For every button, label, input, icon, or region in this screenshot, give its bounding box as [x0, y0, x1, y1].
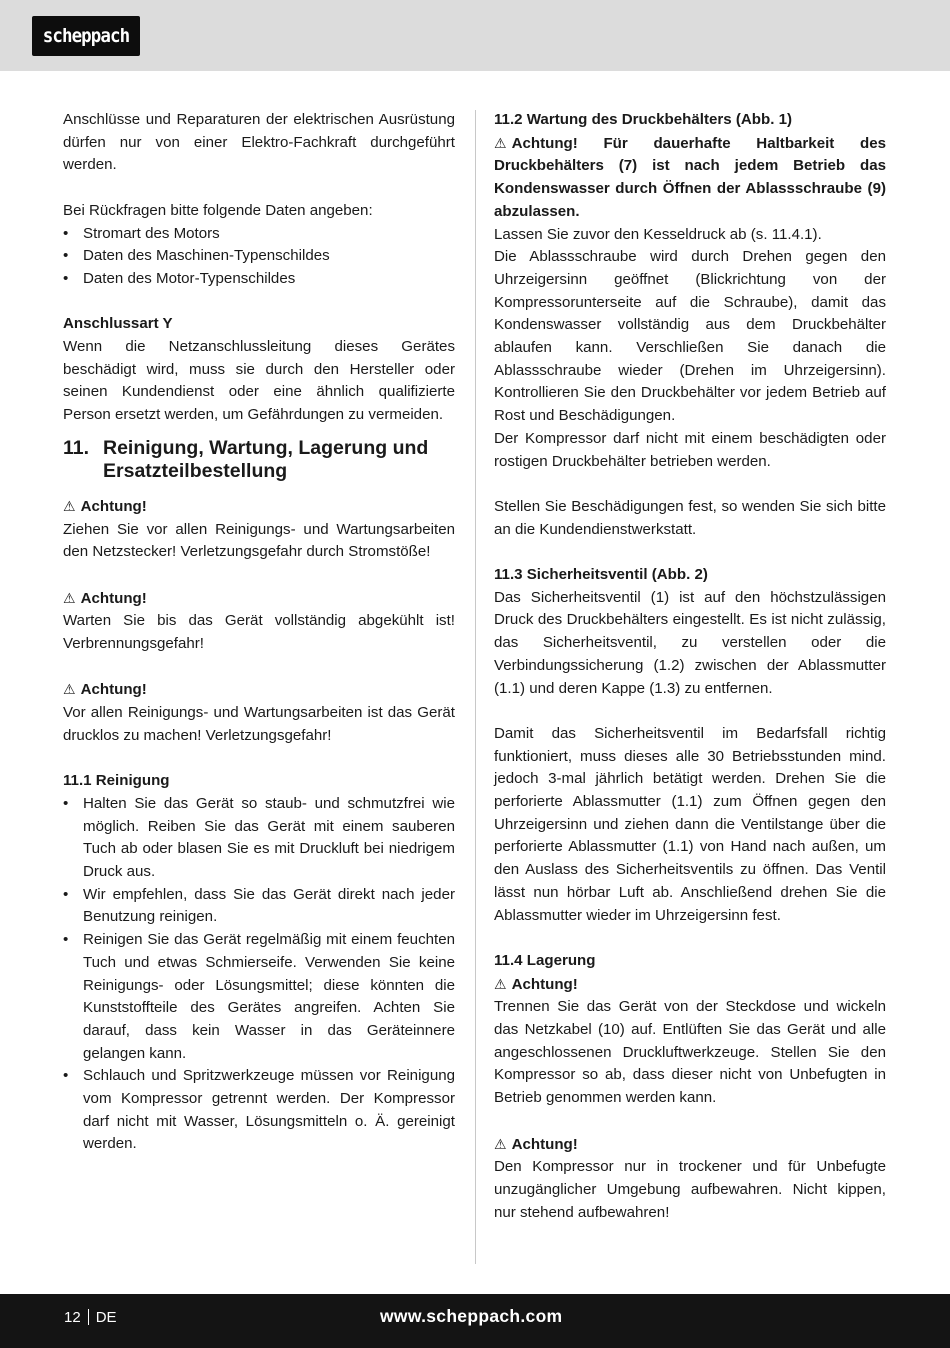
connection-type-heading: Anschlussart Y [63, 315, 173, 333]
page-indicator [64, 1309, 117, 1326]
list-item: • Halten Sie das Gerät so staub- und schmutzfrei wie möglich. Reiben Sie das Gerät mit einem sauberen Tuch ab oder blasen Sie es mit Druckluft bei niedrigem Druck aus. [63, 794, 455, 881]
pressure-vessel-heading: 11.2 Wartung des Druckbehälters (Abb. 1) [494, 111, 793, 128]
warning-heading: ⚠ Achtung! [494, 1133, 886, 1157]
warning-triangle-icon: ⚠ [494, 134, 507, 151]
warning-triangle-icon: ⚠ [494, 975, 507, 992]
pressure-vessel-paragraph: Lassen Sie zuvor den Kesseldruck ab (s. 11.4.1). [494, 225, 822, 243]
warning-heading: ⚠ Achtung! [63, 495, 455, 519]
section-title: Reinigung, Wartung, Lagerung und Ersatzteilbestellung [103, 436, 429, 482]
list-item: • Stromart des Motors [63, 224, 220, 242]
list-item: • Daten des Motor-Typenschildes [63, 269, 296, 287]
warning-triangle-icon: ⚠ [63, 497, 76, 514]
storage-paragraph: Trennen Sie das Gerät von der Steckdose und wickeln das Netzkabel (10) auf. Entlüften Sie das Gerät und alle angeschlossenen Druckluftwerkzeuge. Stellen Sie den Kompressor so ab, dass dieser nicht von Unbefugten in Betrieb genommen werden kann. [494, 998, 886, 1107]
warning-heading: ⚠ Achtung! [63, 587, 455, 611]
right-column [494, 109, 886, 1224]
page-separator [88, 1309, 89, 1325]
cleaning-heading: 11.1 Reinigung [63, 772, 170, 790]
warning-triangle-icon: ⚠ [494, 1135, 507, 1152]
list-item: • Wir empfehlen, dass Sie das Gerät direkt nach jeder Benutzung reinigen. [63, 885, 455, 926]
pressure-vessel-paragraph: Die Ablassschraube wird durch Drehen gegen den Uhrzeigersinn geöffnet (Blickrichtung von der Kompressorunterseite auf die Schraube), damit das Kondenswasser vollständig aus dem Druckbehälter ablaufen kann. Verschließen Sie danach die Ablassschraube wieder (Drehen im Uhrzeigersinn). Kontrollieren Sie den Druckbehälter vor jedem Betrieb auf Rost und Beschädigungen. [494, 248, 886, 425]
inquiry-data-list [63, 223, 455, 291]
safety-valve-paragraph: Das Sicherheitsventil (1) ist auf den höchstzulässigen Druck des Druckbehälters eingestellt. Es ist nicht zulässig, das Sicherheitsventil, zu verstellen oder die Verbindungssicherung (1.2) zwischen der Ablassmutter (1.1) und deren Kappe (1.3) zu entfernen. [494, 588, 886, 697]
pressure-vessel-paragraph: Der Kompressor darf nicht mit einem beschädigten oder rostigen Druckbehälter betrieben werden. [494, 429, 886, 470]
brand-logo [32, 16, 140, 56]
list-item: • Schlauch und Spritzwerkzeuge müssen vor Reinigung vom Kompressor getrennt werden. Der Kompressor darf nicht mit Wasser, Lösungsmitteln o. Ä. gereinigt werden. [63, 1067, 455, 1153]
electrical-repair-paragraph: Anschlüsse und Reparaturen der elektrischen Ausrüstung dürfen nur von einer Elektro-Fachkraft durchgeführt werden. [63, 111, 455, 174]
logo-text: scheppach [42, 25, 130, 47]
storage-heading: 11.4 Lagerung [494, 951, 596, 969]
section-heading [63, 437, 455, 483]
header-bar [0, 0, 950, 71]
safety-valve-heading: 11.3 Sicherheitsventil (Abb. 2) [494, 566, 708, 584]
warning-cooldown-text: Warten Sie bis das Gerät vollständig abgekühlt ist! Verbrennungsgefahr! [63, 612, 455, 653]
list-item: • Daten des Maschinen-Typenschildes [63, 247, 330, 265]
left-column [63, 109, 455, 1156]
website-url: www.scheppach.com [380, 1306, 563, 1326]
pressure-vessel-warning: ⚠ Achtung! Für dauerhafte Haltbarkeit des Druckbehälters (7) ist nach jedem Betrieb das Kondenswasser durch Öffnen der Ablassschraube (9) abzulassen. [494, 132, 886, 224]
warning-depressurize-text: Vor allen Reinigungs- und Wartungsarbeiten ist das Gerät drucklos zu machen! Verletzungsgefahr! [63, 704, 455, 744]
storage-paragraph: Den Kompressor nur in trockener und für Unbefugte unzugänglicher Umgebung aufbewahren. Nicht kippen, nur stehend aufbewahren! [494, 1158, 886, 1221]
section-number: 11. [63, 436, 90, 459]
inquiry-paragraph: Bei Rückfragen bitte folgende Daten angeben: [63, 201, 373, 219]
footer-bar [0, 1294, 950, 1348]
pressure-vessel-paragraph: Stellen Sie Beschädigungen fest, so wenden Sie sich bitte an die Kundendienstwerkstatt. [494, 497, 886, 538]
warning-triangle-icon: ⚠ [63, 681, 76, 698]
list-item: • Reinigen Sie das Gerät regelmäßig mit einem feuchten Tuch und etwas Schmierseife. Verwenden Sie keine Reinigungs- oder Lösungsmittel; diese könnten die Kunststoffteile des Gerätes angreifen. Achten Sie darauf, dass kein Wasser in das Geräteinnere gelangen kann. [63, 931, 455, 1062]
warning-heading: ⚠ Achtung! [63, 678, 455, 702]
warning-unplug-text: Ziehen Sie vor allen Reinigungs- und Wartungsarbeiten den Netzstecker! Verletzungsgefahr durch Stromstöße! [63, 520, 455, 561]
cleaning-list [63, 793, 455, 1156]
safety-valve-paragraph: Damit das Sicherheitsventil im Bedarfsfall richtig funktioniert, muss dieses alle 30 Betriebsstunden mind. jedoch 3-mal jährlich betätigt werden. Drehen Sie die perforierte Ablassmutter (1.1) zum Öffnen gegen den Uhrzeigersinn und ziehen dann die Ventilstange über die perforierte Ablassmutter (1.1) von Hand nach außen, um den Auslass des Sicherheitsventils zu öffnen. Das Ventil lässt nun hörbar Luft ab. Anschließend drehen Sie die Ablassmutter wieder im Uhrzeigersinn fest. [494, 724, 886, 924]
warning-triangle-icon: ⚠ [63, 589, 76, 606]
language-code: DE [95, 1309, 117, 1326]
connection-type-paragraph: Wenn die Netzanschlussleitung dieses Gerätes beschädigt wird, muss sie durch den Hersteller oder seinen Kundendienst oder eine ähnlich qualifizierte Person ersetzt werden, um Gefährdungen zu vermeiden. [63, 338, 455, 424]
page-number: 12 [64, 1309, 81, 1326]
column-divider [475, 110, 476, 1264]
warning-heading: ⚠ Achtung! [494, 973, 886, 997]
